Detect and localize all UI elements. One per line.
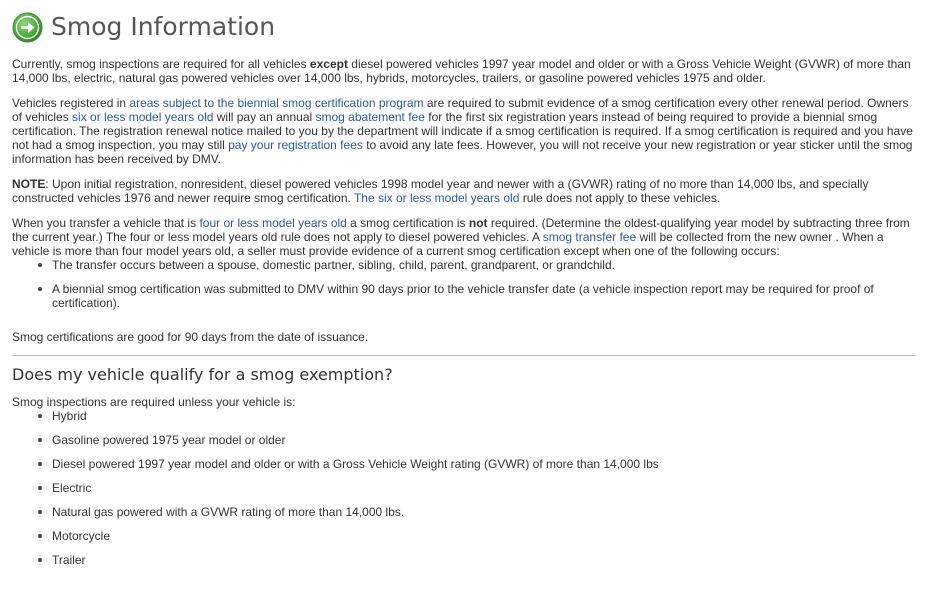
transfer-paragraph: When you transfer a vehicle that is four or less model years old a smog certification is not required. (Determine the oldest-qualifying year model by subtracting three from the current year.) The four or less model years old rule does not apply to diesel powered vehicles. A smog transfer fee will be collected from the new owner . When a vehicle is more than four model years old, a seller must provide evidence of a current smog certification except when one of the following occurs: [12, 216, 910, 258]
title-row [12, 6, 916, 48]
list-item: Trailer [38, 553, 916, 567]
exemption-lead: Smog inspections are required unless your vehicle is: [12, 395, 296, 409]
intro-paragraph-exceptions: Currently, smog inspections are required for all vehicles except diesel powered vehicles 1997 year model and older or with a Gross Vehicle Weight (GVWR) of more than 14,000 lbs, electric, natural gas powered vehicles over 14,000 lbs, hybrids, motorcycles, trailers, or gasoline powered vehicles 1975 and older. [12, 57, 911, 85]
certification-validity-text: Smog certifications are good for 90 days from the date of issuance. [12, 330, 369, 344]
list-item: The transfer occurs between a spouse, domestic partner, sibling, child, parent, grandparent, or grandchild. [38, 258, 916, 272]
list-item: Natural gas powered with a GVWR rating of more than 14,000 lbs. [38, 505, 916, 519]
list-item: Diesel powered 1997 year model and older or with a Gross Vehicle Weight rating (GVWR) of more than 14,000 lbs [38, 457, 916, 471]
page [0, 6, 928, 600]
list-item: A biennial smog certification was submitted to DMV within 90 days prior to the vehicle transfer date (a vehicle inspection report may be required for proof of certification). [38, 282, 916, 310]
exemption-heading: Does my vehicle qualify for a smog exemption? [12, 365, 393, 384]
note-paragraph: NOTE: Upon initial registration, nonresident, diesel powered vehicles 1998 model year and newer with a (GVWR) rating of no more than 14,000 lbs, and specially constructed vehicles 1976 and newer require smog certification. The six or less model years old rule does not apply to these vehicles. [12, 177, 869, 205]
list-item: Hybrid [38, 409, 916, 423]
transfer-exception-list [12, 258, 916, 310]
section-divider [12, 355, 916, 356]
pay-registration-fees-link[interactable]: pay your registration fees [228, 138, 363, 152]
page-title: Smog Information [51, 12, 276, 41]
list-item: Gasoline powered 1975 year model or older [38, 433, 916, 447]
list-item: Electric [38, 481, 916, 495]
exemption-list [12, 409, 916, 567]
six-or-less-link[interactable]: six or less model years old [72, 110, 214, 124]
smog-abatement-fee-link[interactable]: smog abatement fee [315, 110, 425, 124]
green-arrow-icon [12, 12, 43, 43]
smog-transfer-fee-link[interactable]: smog transfer fee [542, 230, 637, 244]
biennial-areas-link[interactable]: areas subject to the biennial smog certification program [129, 96, 424, 110]
list-item: Motorcycle [38, 529, 916, 543]
intro-paragraph-biennial: Vehicles registered in areas subject to the biennial smog certification program are required to submit evidence of a smog certification every other renewal period. Owners of vehicles six or less model years old will pay an annual smog abatement fee for the first six registration years instead of being required to provide a biennial smog certification. The registration renewal notice mailed to you by the department will indicate if a smog certification is required. If a smog certification is required and you have not had a smog inspection, you may still pay your registration fees to avoid any late fees. However, you will not receive your new registration or year sticker until the smog information has been received by DMV. [12, 96, 913, 166]
six-or-less-rule-link[interactable]: The six or less model years old [353, 191, 520, 205]
four-or-less-link[interactable]: four or less model years old [199, 216, 347, 230]
